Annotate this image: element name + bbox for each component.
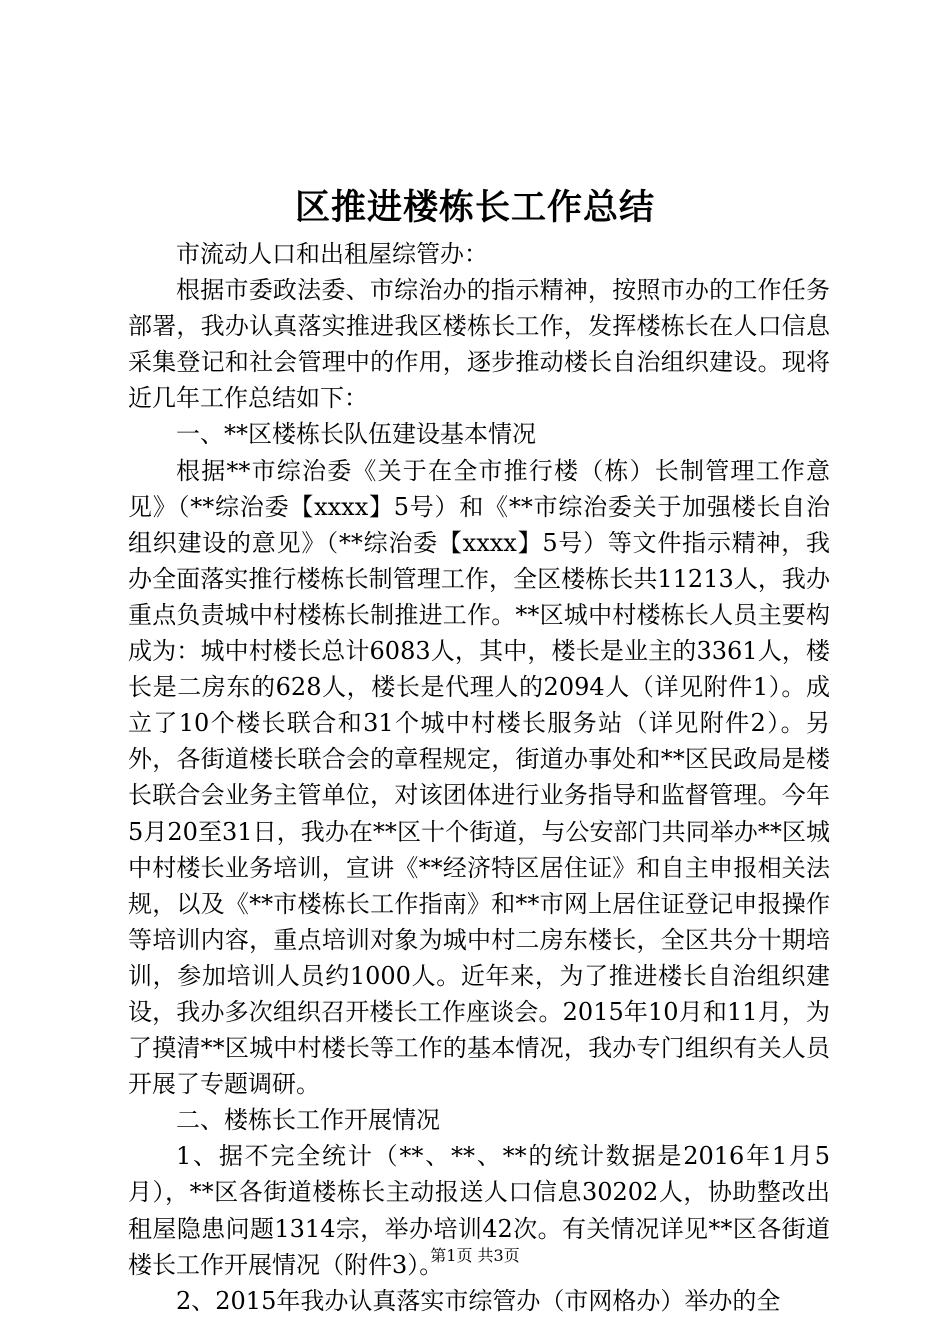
document-body <box>128 236 830 1319</box>
body-paragraph: 根据**市综治委《关于在全市推行楼（栋）长制管理工作意见》（**综治委【xxxx】5号）和《**市综治委关于加强楼长自治组织建设的意见》（**综治委【xxxx】5号）等文件指示精神，我办全面落实推行楼栋长制管理工作，全区楼栋长共11213人，我办重点负责城中村楼栋长制推进工作。**区城中村楼栋长人员主要构成为：城中村楼长总计6083人，其中，楼长是业主的3361人，楼长是二房东的628人，楼长是代理人的2094人（详见附件1）。成立了10个楼长联合和31个城中村楼长服务站（详见附件2）。另外，各街道楼长联合会的章程规定，街道办事处和**区民政局是楼长联合会业务主管单位，对该团体进行业务指导和监督管理。今年5月20至31日，我办在**区十个街道，与公安部门共同举办**区城中村楼长业务培训，宣讲《**经济特区居住证》和自主申报相关法规，以及《**市楼栋长工作指南》和**市网上居住证登记申报操作等培训内容，重点培训对象为城中村二房东楼长，全区共分十期培训，参加培训人员约1000人。近年来，为了推进楼长自治组织建设，我办多次组织召开楼长工作座谈会。2015年10月和11月，为了摸清**区城中村楼长等工作的基本情况，我办专门组织有关人员开展了专题调研。 <box>128 456 830 1099</box>
section-heading-2: 二、楼栋长工作开展情况 <box>176 1106 440 1135</box>
body-paragraph: 2、2015年我办认真落实市综管办（市网格办）举办的全 <box>176 1286 781 1315</box>
section-heading-1: 一、**区楼栋长队伍建设基本情况 <box>176 420 536 449</box>
body-paragraph: 1、据不完全统计（**、**、**的统计数据是2016年1月5月），**区各街道楼栋长主动报送人口信息30202人，协助整改出租屋隐患问题1314宗，举办培训42次。有关情况详见**区各街道楼长工作开展情况（附件3）。 <box>128 1142 830 1279</box>
page-number: 第1页 共3页 <box>430 1246 520 1265</box>
document-title: 区推进楼栋长工作总结 <box>294 187 655 228</box>
salutation: 市流动人口和出租屋综管办： <box>176 240 488 268</box>
intro-paragraph: 根据市委政法委、市综治办的指示精神，按照市办的工作任务部署，我办认真落实推进我区楼栋长工作，发挥楼栋长在人口信息采集登记和社会管理中的作用，逐步推动楼长自治组织建设。现将近几年工作总结如下： <box>128 276 830 413</box>
